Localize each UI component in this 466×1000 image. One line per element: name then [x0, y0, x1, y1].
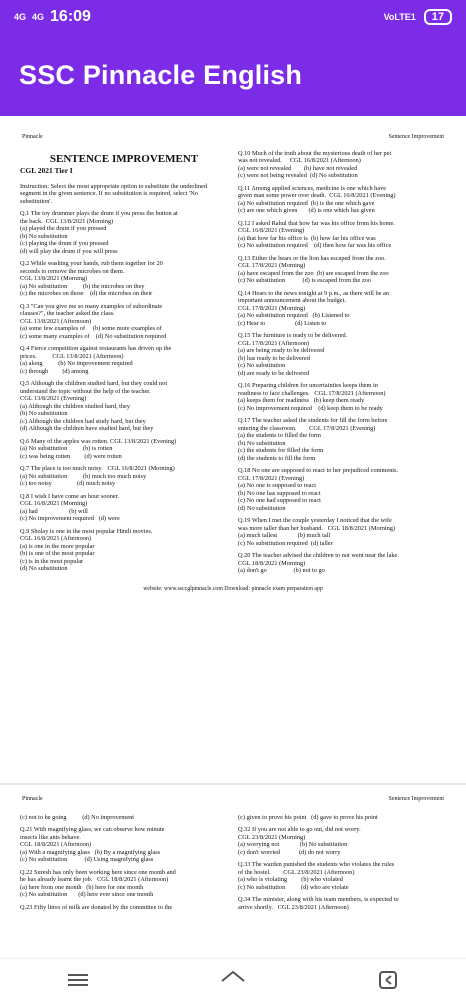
question-line: (d) are ready to be delivered [238, 369, 310, 377]
question-line: (a) have escaped from the zoo (b) are escaped from the zoo [238, 269, 389, 277]
question-block [20, 814, 228, 822]
question-line: (d) Although the children have studied hard, but they [20, 425, 154, 432]
back-icon[interactable] [368, 965, 408, 995]
question-block [238, 185, 446, 215]
question-line: Q.17 The teacher asked the students for fill the form before [238, 417, 388, 424]
question-line: (a) along (b) No improvement required [20, 360, 133, 367]
question-line: the back. CGL 13/8/2021 (Morning) [20, 217, 114, 225]
question-block [20, 826, 228, 864]
question-line: (a) were not revealed (b) have not revealed [238, 164, 358, 172]
question-block [238, 290, 446, 328]
question-line: Q.5 Although the children studied hard, but they could not [20, 380, 168, 387]
question-line: (c) some many examples of (d) No substitution required [20, 332, 167, 340]
question-line: of the hostel. CGL 23/8/2021 (Afternoon) [238, 868, 355, 876]
question-line: given man some power over death. CGL 16/8/2021 (Evening) [238, 192, 396, 199]
question-line: (a) With a magnifying glass (b) By a magnifying glass [20, 848, 161, 856]
question-block [238, 332, 446, 377]
question-block [238, 896, 446, 911]
question-line: Q.19 When I met the couple yesterday I noticed that the wife [238, 517, 392, 524]
pdf-page-1[interactable] [0, 124, 466, 778]
question-line: Q.22 Suresh has only been working here since one month and [20, 868, 176, 876]
question-block [238, 150, 446, 180]
question-line: CGL 17/8/2021 (Morning) [238, 262, 306, 269]
signal-2: 4G [32, 11, 45, 22]
question-line: CGL 17/8/2021 (Morning) [238, 304, 306, 312]
question-line: (d) will play the drum if you will press [20, 247, 118, 255]
question-line: Q.21 With magnifying glass, we can observe how minute [20, 826, 165, 833]
question-line: CGL 18/8/2021 (Afternoon) [20, 841, 92, 848]
question-block [238, 467, 446, 512]
question-line: CGL 16/8/2021 (Evening) [238, 227, 305, 234]
question-line: Q.14 Hears to the news tonight at 9 p.m., as there will be an [238, 289, 389, 297]
question-line: CGL 17/8/2021 (Afternoon) [238, 339, 310, 347]
question-line: (c) were not being revealed (d) No substitution [238, 172, 358, 179]
question-line: Q.34 The minister, along with his team members, is expected to [238, 896, 399, 903]
question-line: (a) No substitution required (b) Listened to [238, 312, 350, 319]
question-line: (c) was being rotten (d) were rotten [20, 452, 122, 460]
question-line: CGL 13/8/2021 (Morning) [20, 275, 88, 282]
question-line: (d) No substitution [20, 565, 68, 572]
question-block [20, 869, 228, 899]
question-line: Q.9 Sholay is one in the most popular Hindi movies. [20, 527, 153, 535]
question-line: (c) No substitution required (d) taller [238, 539, 333, 547]
question-block [238, 220, 446, 250]
question-line: Q.13 Either the bears or the lion has escaped from the zoo. [238, 254, 386, 262]
page-header-left: Pinnacle [22, 796, 43, 802]
question-line: (a) much tallest (b) much tall [238, 532, 331, 539]
page-separator [0, 783, 466, 785]
question-line: (c) No one had supposed to react [238, 497, 321, 504]
question-line: (b) No one has supposed to react [238, 489, 321, 497]
question-block [20, 210, 228, 255]
question-block [238, 552, 446, 575]
question-line: Q.8 I wish I have come an hour sooner. [20, 492, 119, 500]
question-line: (c) No substitution required (d) then how far was his office [238, 242, 392, 249]
question-block [20, 380, 228, 433]
network-label: VoLTE1 [383, 12, 416, 22]
question-line: (b) has ready to be delivered [238, 354, 310, 362]
page-2-left-column [20, 814, 228, 917]
battery-icon: 17 [424, 9, 452, 25]
status-bar [0, 0, 466, 34]
question-line: (a) No substitution (b) the microbes on they [20, 282, 145, 290]
menu-icon[interactable] [58, 965, 98, 995]
question-line: insects like ants behave. [20, 833, 81, 841]
question-line: he has already learnt the job. CGL 18/8/2021 (Afternoon) [20, 876, 169, 883]
question-line: Q.32 If you are not able to go out, did not worry. [238, 826, 361, 833]
question-line: (b) No substitution [20, 410, 68, 417]
question-block [238, 826, 446, 856]
question-line: (a) that how far his office is (b) how far his office was [238, 234, 376, 242]
question-line: (c) No substitution (d) here ever since one month [20, 891, 154, 898]
question-line: Q.11 Among applied sciences, medicine is one which have [238, 184, 387, 192]
question-line: CGL 23/8/2021 (Morning) [238, 833, 306, 841]
question-line: (a) No one is supposed to react [238, 482, 316, 489]
question-line: was not revealed. CGL 16/8/2021 (Afternoon) [238, 157, 361, 164]
question-line: important announcement about the budget. [238, 297, 346, 304]
question-line: readiness to face challenges. CGL 17/8/2021 (Afternoon) [238, 389, 386, 397]
page-header-right: Sentence Improvement [388, 796, 444, 802]
question-block [20, 904, 228, 912]
question-block [238, 814, 446, 822]
question-line: understand the topic without the help of the teacher. [20, 387, 151, 395]
question-line: (a) No substitution (b) is rotten [20, 445, 113, 452]
question-line: (c) No substitution (d) Using magnifying glass [20, 856, 154, 863]
question-line: (c) playing the drum if you pressed [20, 240, 109, 247]
question-line: (c) is in the most popular [20, 557, 84, 565]
question-line: (d) the students to fill the form [238, 454, 316, 462]
signal-1: 4G [14, 11, 27, 22]
exam-tier: CGL 2021 Tier I [20, 166, 73, 175]
pdf-page-2[interactable] [0, 788, 466, 958]
question-line: arrive shortly. CGL 23/8/2021 (Afternoon) [238, 903, 349, 911]
page-title: SENTENCE IMPROVEMENT [49, 152, 199, 165]
app-bar [0, 34, 466, 116]
page-header-right: Sentence Improvement [388, 134, 444, 140]
question-line: (c) the microbes on those (d) the microbes on their [20, 290, 153, 297]
question-line: (c) No improvement required (d) keep them to be ready [238, 404, 383, 412]
question-line: (b) No substitution [20, 232, 68, 240]
question-line: (c) are one which given (d) is one which has given [238, 207, 375, 214]
question-line: (a) who is violating (b) who violated [238, 876, 343, 883]
question-line: (c) No improvement required (d) were [20, 515, 120, 522]
question-line: (a) are being ready to be delivered [238, 347, 325, 354]
question-line: Q.18 No one are supposed to react to her prejudiced comments. [238, 467, 399, 474]
question-line: (c) No substitution (d) who are violate [238, 883, 349, 891]
question-line: CGL 16/8/2021 (Morning) [20, 500, 88, 507]
question-line: (a) the students to filled the form [238, 432, 321, 439]
question-line: CGL 17/8/2021 (Evening) [238, 474, 305, 482]
question-line: Q.10 Much of the truth about the mysterious death of her pet [238, 149, 392, 157]
question-line: CGL 16/8/2021 (Afternoon) [20, 535, 92, 542]
question-line: (b) No substitution [238, 439, 286, 447]
clock: 16:09 [50, 8, 91, 25]
question-line: (a) some few examples of (b) some more examples of [20, 325, 162, 332]
question-line: (a) keeps them for readiness (b) keep them ready [238, 397, 365, 404]
question-line: Q.2 While washing your hands, rub them together for 20 [20, 260, 163, 267]
question-line: (a) No substitution (b) much too much noisy [20, 472, 147, 480]
question-line: (c) the students for filled the form [238, 447, 324, 454]
question-line: (c) Although the children had study hard, but they [20, 417, 146, 425]
question-block [238, 255, 446, 285]
question-line: (c) through (d) among [20, 367, 89, 375]
question-line: Q.6 Many of the apples was rotten. CGL 13/8/2021 (Evening) [20, 437, 177, 445]
question-line: (d) No substitution [238, 504, 286, 512]
question-line: Q.16 Preparing children for uncertainties keeps them in [238, 382, 378, 389]
page-2-right-column [238, 814, 446, 917]
question-line: (c) don't worried (d) do not worry [238, 848, 341, 856]
question-line: Q.33 The warden punished the students who violates the rules [238, 861, 395, 868]
question-line: Q.1 The toy drummer plays the drum if you press the button at [20, 210, 178, 217]
instruction: Instruction: Select the most appropriate option to substitute the underlined segment in the given sentence. If no substitution is required, select 'No substitution'. [20, 182, 207, 205]
question-block [20, 303, 228, 341]
question-line: Q.7 The place is too much noisy. CGL 16/8/2021 (Morning) [20, 465, 175, 472]
page-header-left: Pinnacle [22, 134, 43, 140]
question-line: clauses?", the teacher asked the class. [20, 310, 115, 317]
page-1-left-column [20, 150, 228, 580]
question-line: (c) No substitution [238, 362, 286, 369]
question-line: Q.3 "Can you give me so many examples of subordinate [20, 302, 163, 310]
question-line: entering the classroom. CGL 17/8/2021 (Evening) [238, 424, 376, 432]
question-block [20, 438, 228, 461]
question-block [238, 382, 446, 412]
question-line: Q.20 The teacher advised the children to not went near the lake. [238, 552, 399, 559]
question-line: (c) given to prove his point (d) gave to prove his point [238, 813, 378, 821]
question-block [20, 493, 228, 523]
question-line: (a) is one in the more popular [20, 542, 95, 550]
nav-bar [0, 958, 466, 1000]
question-line: (a) Although the children studied hard, they [20, 402, 130, 410]
question-block [238, 517, 446, 547]
question-line: seconds to remove the microbes on them. [20, 267, 125, 275]
question-block [20, 260, 228, 298]
question-line: (a) had (b) will [20, 507, 88, 515]
question-line: (c) No substitution (d) is escaped from the zoo [238, 277, 371, 284]
question-line: (a) No substitution required (b) is the one which gave [238, 199, 375, 207]
page-footer: website: www.ssccglpinnacle.com Download: pinnacle exam preparation app [143, 585, 323, 592]
question-line: Q.4 Fierce competition against restaurants has driven up the [20, 345, 172, 352]
page-1-right-column [238, 150, 446, 580]
app-title: SSC Pinnacle English [19, 59, 303, 90]
question-line: (c) not to be going (d) No improvement [20, 813, 135, 821]
question-block [20, 465, 228, 488]
question-line: CGL 18/8/2021 (Morning) [238, 559, 306, 567]
question-block [20, 528, 228, 573]
question-line: CGL 13/8/2021 (Afternoon) [20, 317, 92, 325]
question-line: (a) played the drum if you pressed [20, 225, 107, 232]
question-line: CGL 13/8/2021 (Evening) [20, 395, 87, 402]
question-line: (c) Hear to (d) Listen to [238, 319, 327, 327]
home-icon[interactable] [213, 965, 253, 995]
question-line: (a) don't go (b) not to go [238, 567, 325, 574]
question-line: (a) here from one month (b) here for one month [20, 883, 144, 891]
question-line: Q.15 The furniture is ready to be delivered. [238, 332, 348, 339]
question-line: (b) is one of the most popular [20, 550, 95, 557]
question-block [20, 345, 228, 375]
question-line: Q.12 I asked Rahul that how far was his office from his home. [238, 219, 395, 227]
question-block [238, 417, 446, 462]
question-line: prices. CGL 13/8/2021 (Afternoon) [20, 352, 124, 360]
question-line: Q.23 Fifty litres of milk are donated by the committee to the [20, 903, 173, 911]
question-block [238, 861, 446, 891]
question-line: (a) worrying not (b) No substitution [238, 841, 348, 848]
question-line: was more taller than her husband. CGL 18/8/2021 (Morning) [238, 524, 395, 532]
question-line: (c) too noisy (d) much noisy [20, 480, 116, 487]
